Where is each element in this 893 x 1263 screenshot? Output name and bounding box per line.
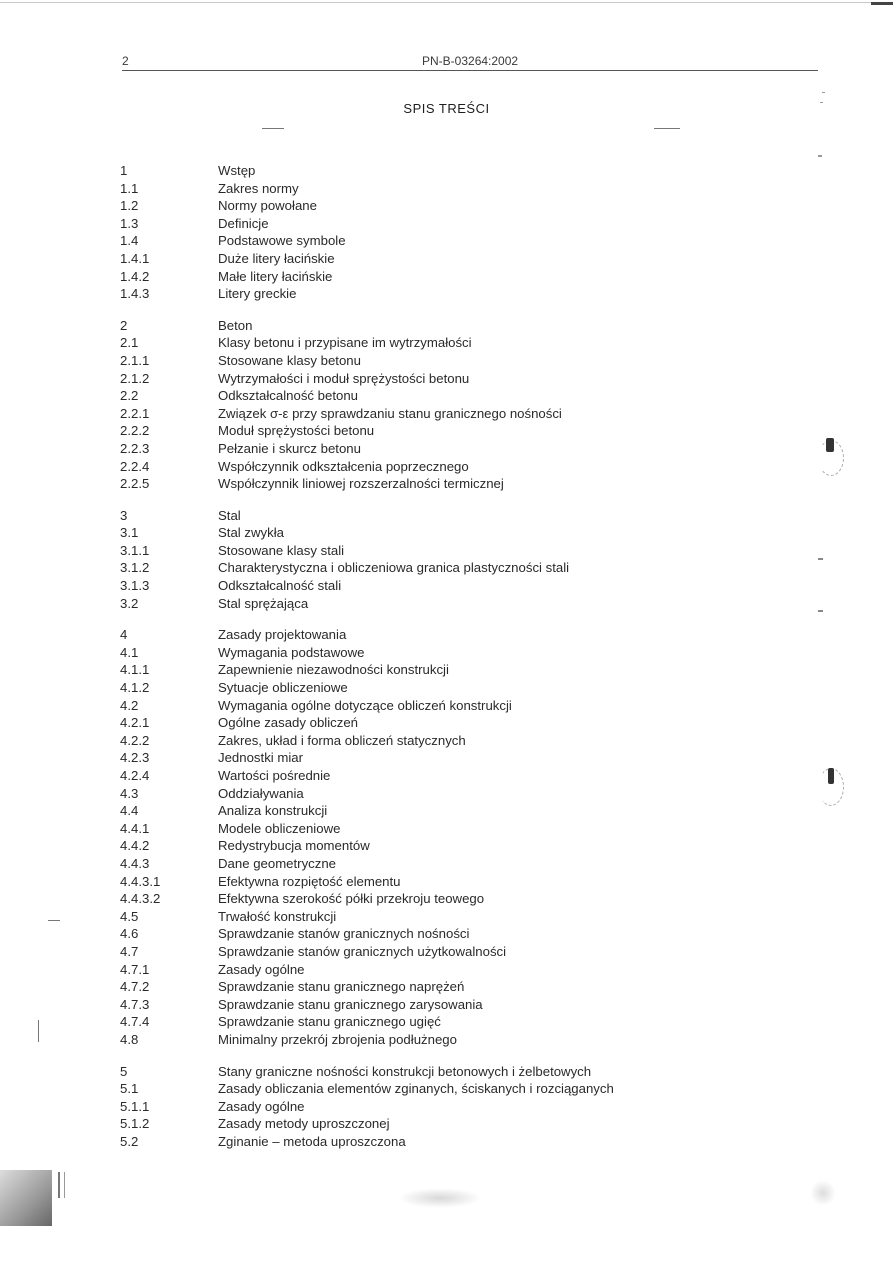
toc-entry-number: 2.1 <box>120 335 139 351</box>
toc-entry-number: 3.1.2 <box>120 560 150 576</box>
toc-entry-title: Normy powołane <box>218 198 317 214</box>
toc-entry-number: 4.7.4 <box>120 1014 150 1030</box>
toc-entry <box>120 405 680 423</box>
toc-entry <box>120 250 680 268</box>
toc-entry <box>120 873 680 891</box>
toc-entry-number: 4.1.2 <box>120 680 150 696</box>
toc-entry-number: 2.1.1 <box>120 352 150 368</box>
toc-entry-title: Klasy betonu i przypisane im wytrzymałości <box>218 335 472 351</box>
toc-entry <box>120 626 680 644</box>
toc-entry <box>120 440 680 458</box>
toc-entry-number: 4.2.2 <box>120 732 150 748</box>
toc-entry <box>120 644 680 662</box>
toc-entry <box>120 943 680 961</box>
toc-entry-number: 3 <box>120 507 128 523</box>
toc-entry <box>120 890 680 908</box>
toc-entry-title: Stal zwykła <box>218 525 284 541</box>
toc-entry-title: Zasady ogólne <box>218 1098 305 1114</box>
toc-entry <box>120 1031 680 1049</box>
toc-entry <box>120 732 680 750</box>
toc-entry <box>120 162 680 180</box>
toc-entry-title: Podstawowe symbole <box>218 233 346 249</box>
toc-entry-number: 4.6 <box>120 926 139 942</box>
toc-entry <box>120 285 680 303</box>
toc-entry-title: Stal <box>218 507 241 523</box>
toc-entry-number: 4.7.3 <box>120 996 150 1012</box>
toc-entry-title: Stosowane klasy betonu <box>218 352 361 368</box>
toc-entry <box>120 1115 680 1133</box>
toc-entry-title: Stal sprężająca <box>218 595 309 611</box>
toc-entry <box>120 978 680 996</box>
toc-entry <box>120 215 680 233</box>
scan-speck <box>38 1020 49 1042</box>
toc-entry-number: 4.7.1 <box>120 961 150 977</box>
toc-entry-number: 4.5 <box>120 908 139 924</box>
hole-punch-mark-dark <box>826 438 834 452</box>
toc-entry-number: 1.4 <box>120 233 139 249</box>
toc-entry <box>120 785 680 803</box>
toc-entry <box>120 837 680 855</box>
toc-entry-number: 2 <box>120 317 128 333</box>
toc-entry-title: Moduł sprężystości betonu <box>218 423 375 439</box>
toc-entry <box>120 820 680 838</box>
toc-entry <box>120 352 680 370</box>
scan-speck <box>818 155 822 157</box>
scan-speck <box>48 920 60 921</box>
toc-entry <box>120 317 680 335</box>
toc-entry-number: 4.4.3 <box>120 855 150 871</box>
toc-entry-number: 3.2 <box>120 595 139 611</box>
toc-entry <box>120 1013 680 1031</box>
toc-entry <box>120 767 680 785</box>
toc-entry-number: 4.7 <box>120 943 139 959</box>
toc-entry-title: Modele obliczeniowe <box>218 820 341 836</box>
toc-entry-title: Sytuacje obliczeniowe <box>218 680 348 696</box>
toc-entry-title: Ogólne zasady obliczeń <box>218 715 359 731</box>
toc-entry <box>120 542 680 560</box>
toc-group-gap <box>120 1049 680 1063</box>
scan-noise <box>398 1188 482 1208</box>
toc-entry <box>120 197 680 215</box>
toc-group-gap <box>120 303 680 317</box>
toc-entry-title: Stany graniczne nośności konstrukcji betonowych i żelbetowych <box>218 1063 592 1079</box>
toc-entry <box>120 422 680 440</box>
toc-entry-number: 4.2.1 <box>120 715 150 731</box>
toc-entry-number: 1.3 <box>120 215 139 231</box>
toc-entry-title: Zasady ogólne <box>218 961 305 977</box>
toc-entry-number: 2.1.2 <box>120 370 150 386</box>
toc-entry-title: Wartości pośrednie <box>218 768 331 783</box>
toc-entry-title: Efektywna szerokość półki przekroju teowego <box>218 891 485 907</box>
toc-entry-number: 4.2.3 <box>120 750 150 766</box>
toc-entry <box>120 577 680 595</box>
toc-entry-title: Stosowane klasy stali <box>218 542 345 558</box>
toc-entry <box>120 268 680 286</box>
toc-entry-number: 4.4.1 <box>120 820 150 836</box>
toc-entry <box>120 524 680 542</box>
toc-entry-title: Sprawdzanie stanu granicznego naprężeń <box>218 979 465 995</box>
toc-entry-number: 4.2.4 <box>120 768 150 783</box>
toc-entry-number: 4.3 <box>120 785 139 801</box>
toc-entry-number: 5 <box>120 1063 128 1079</box>
toc-entry-number: 5.1 <box>120 1081 139 1097</box>
toc-entry-title: Zasady projektowania <box>218 627 347 643</box>
toc-entry-title: Związek σ-ε przy sprawdzaniu stanu granicznego nośności <box>218 405 562 421</box>
toc-entry-title: Odkształcalność betonu <box>218 388 359 404</box>
toc-entry <box>120 802 680 820</box>
toc-entry <box>120 1063 680 1081</box>
toc-entry-number: 4 <box>120 627 128 643</box>
toc-entry-number: 5.1.2 <box>120 1116 150 1132</box>
toc-entry <box>120 559 680 577</box>
toc-entry-number: 4.8 <box>120 1031 139 1047</box>
toc-entry <box>120 996 680 1014</box>
header-rule <box>122 70 818 71</box>
toc-entry-number: 4.7.2 <box>120 979 150 995</box>
toc-entry-number: 2.2.3 <box>120 440 150 456</box>
toc-entry-title: Zakres normy <box>218 180 299 196</box>
toc-entry-number: 1.4.1 <box>120 250 150 266</box>
toc-entry-title: Wymagania ogólne dotyczące obliczeń konstrukcji <box>218 697 512 713</box>
scan-speck <box>818 558 823 560</box>
scan-speck <box>818 610 823 612</box>
toc-entry-number: 2.2.2 <box>120 423 150 439</box>
toc-entry <box>120 697 680 715</box>
toc-entry <box>120 908 680 926</box>
toc-entry-number: 4.2 <box>120 697 139 713</box>
toc-entry <box>120 507 680 525</box>
toc-entry-title: Współczynnik liniowej rozszerzalności termicznej <box>218 476 504 492</box>
toc-entry-title: Wstęp <box>218 163 256 178</box>
toc-entry-title: Sprawdzanie stanu granicznego ugięć <box>218 1014 441 1030</box>
toc-entry-title: Zapewnienie niezawodności konstrukcji <box>218 662 449 678</box>
toc-entry-title: Zasady metody uproszczonej <box>218 1116 390 1132</box>
toc-entry-number: 4.1.1 <box>120 662 150 678</box>
toc-entry-title: Analiza konstrukcji <box>218 803 328 819</box>
table-of-contents <box>120 162 680 1150</box>
toc-entry <box>120 1080 680 1098</box>
toc-entry-title: Wymagania podstawowe <box>218 644 365 660</box>
toc-entry <box>120 749 680 767</box>
toc-entry-title: Efektywna rozpiętość elementu <box>218 873 401 889</box>
toc-entry <box>120 232 680 250</box>
toc-entry-number: 1.4.3 <box>120 286 150 302</box>
toc-entry-number: 2.2.4 <box>120 458 150 474</box>
toc-entry <box>120 714 680 732</box>
title-dash-right <box>654 128 680 129</box>
toc-entry-title: Duże litery łacińskie <box>218 250 335 266</box>
toc-group-gap <box>120 493 680 507</box>
toc-group-gap <box>120 612 680 626</box>
toc-entry <box>120 458 680 476</box>
toc-entry-title: Współczynnik odkształcenia poprzecznego <box>218 458 469 474</box>
toc-entry <box>120 370 680 388</box>
scan-speck <box>822 92 825 93</box>
page-number: 2 <box>122 54 129 68</box>
standard-id: PN-B-03264:2002 <box>422 54 519 68</box>
toc-entry <box>120 855 680 873</box>
toc-entry-title: Trwałość konstrukcji <box>218 908 337 924</box>
toc-entry-title: Małe litery łacińskie <box>218 268 333 284</box>
toc-entry-number: 1.4.2 <box>120 268 150 284</box>
scan-speck <box>64 1172 65 1198</box>
toc-entry <box>120 961 680 979</box>
toc-entry <box>120 595 680 613</box>
toc-entry-number: 1.1 <box>120 180 139 196</box>
toc-entry-title: Wytrzymałości i moduł sprężystości betonu <box>218 370 470 386</box>
toc-entry <box>120 925 680 943</box>
title-dash-left <box>262 128 284 129</box>
toc-entry-number: 4.4.3.1 <box>120 873 161 889</box>
toc-entry-number: 4.4 <box>120 803 139 819</box>
toc-entry-number: 4.4.3.2 <box>120 891 161 907</box>
toc-entry-title: Dane geometryczne <box>218 855 337 871</box>
toc-entry-title: Sprawdzanie stanu granicznego zarysowania <box>218 996 483 1012</box>
scan-corner-mark <box>871 2 893 5</box>
toc-entry-title: Sprawdzanie stanów granicznych nośności <box>218 926 470 942</box>
toc-entry-number: 1.2 <box>120 198 139 214</box>
scan-edge-line <box>0 2 893 3</box>
toc-entry <box>120 387 680 405</box>
toc-entry <box>120 1098 680 1116</box>
toc-entry-number: 5.2 <box>120 1133 139 1149</box>
toc-entry-number: 5.1.1 <box>120 1098 150 1114</box>
toc-entry <box>120 180 680 198</box>
toc-entry <box>120 475 680 493</box>
scan-noise <box>810 1180 836 1206</box>
toc-entry-title: Zginanie – metoda uproszczona <box>218 1133 406 1149</box>
page-title: SPIS TREŚCI <box>403 101 490 116</box>
toc-entry-title: Definicje <box>218 215 269 231</box>
toc-entry <box>120 1133 680 1151</box>
scan-speck <box>820 102 823 103</box>
toc-entry-title: Pełzanie i skurcz betonu <box>218 440 361 456</box>
toc-entry-title: Zakres, układ i forma obliczeń statycznych <box>218 732 466 748</box>
toc-entry-title: Minimalny przekrój zbrojenia podłużnego <box>218 1031 457 1047</box>
toc-entry-title: Zasady obliczania elementów zginanych, ściskanych i rozciąganych <box>218 1081 614 1097</box>
toc-entry-number: 2.2.1 <box>120 405 150 421</box>
scan-edge-smudge <box>0 1170 52 1226</box>
toc-entry-number: 4.4.2 <box>120 838 150 854</box>
toc-entry-title: Charakterystyczna i obliczeniowa granica plastyczności stali <box>218 560 570 576</box>
toc-entry-title: Oddziaływania <box>218 785 304 801</box>
toc-entry-title: Redystrybucja momentów <box>218 838 370 854</box>
toc-entry-number: 2.2.5 <box>120 476 150 492</box>
toc-entry-title: Odkształcalność stali <box>218 578 342 594</box>
scan-speck <box>58 1172 60 1198</box>
toc-entry-number: 4.1 <box>120 644 139 660</box>
toc-entry-number: 2.2 <box>120 388 139 404</box>
toc-entry <box>120 679 680 697</box>
hole-punch-mark-dark <box>828 768 834 784</box>
toc-entry-title: Sprawdzanie stanów granicznych użytkowalności <box>218 943 507 959</box>
toc-entry-title: Beton <box>218 317 253 333</box>
toc-entry-title: Jednostki miar <box>218 750 304 766</box>
toc-entry <box>120 661 680 679</box>
toc-entry-number: 3.1 <box>120 525 139 541</box>
toc-entry <box>120 334 680 352</box>
toc-entry-title: Litery greckie <box>218 286 297 302</box>
toc-entry-number: 1 <box>120 163 128 178</box>
toc-entry-number: 3.1.3 <box>120 578 150 594</box>
toc-entry-number: 3.1.1 <box>120 542 150 558</box>
